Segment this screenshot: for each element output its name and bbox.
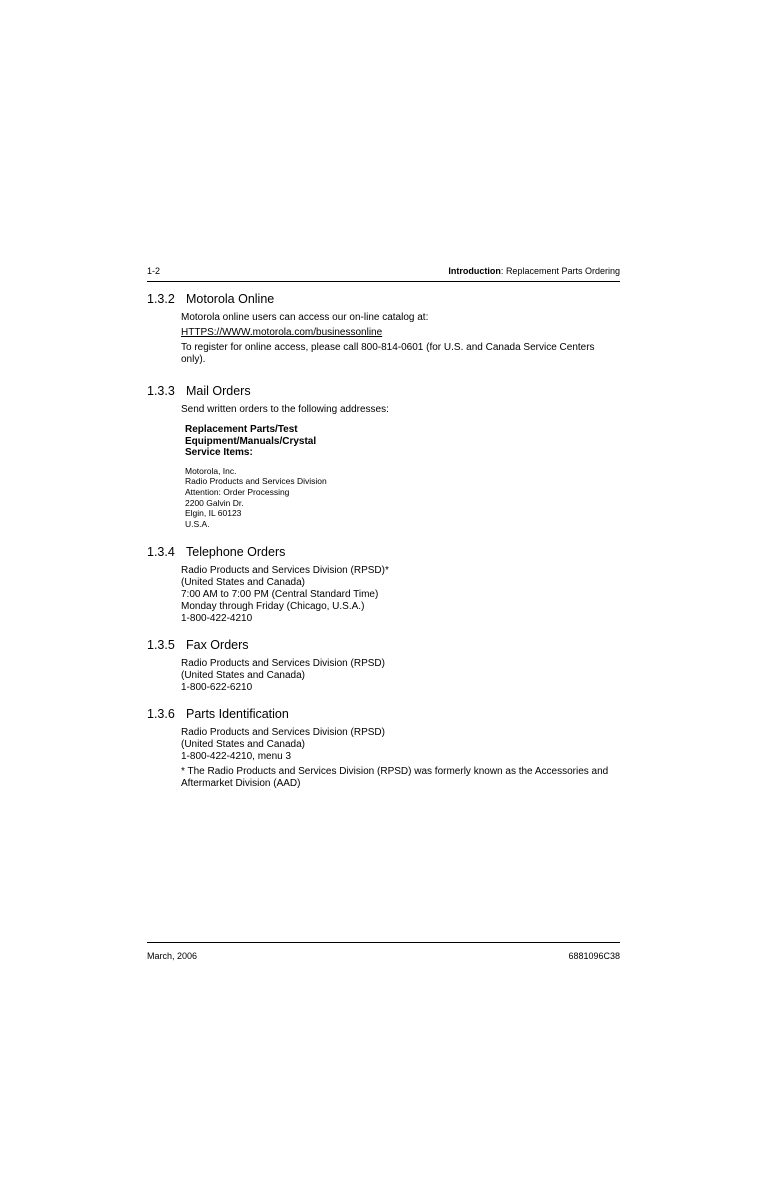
telephone-line: Radio Products and Services Division (RPSD)* — [181, 564, 389, 576]
section-body — [181, 404, 620, 530]
parts-line: Radio Products and Services Division (RPSD) — [181, 726, 385, 738]
address-line: Motorola, Inc. — [185, 465, 237, 476]
page-content — [147, 291, 620, 793]
section-body — [181, 658, 620, 694]
spacer — [147, 530, 620, 544]
section-title: Motorola Online — [186, 292, 275, 306]
section-title: Telephone Orders — [186, 544, 286, 559]
address-line: U.S.A. — [185, 519, 210, 530]
parts-line: (United States and Canada) — [181, 738, 305, 750]
address-line: Elgin, IL 60123 — [185, 508, 242, 519]
footer-rule — [147, 942, 620, 943]
section-number: 1.3.2 — [147, 292, 175, 306]
address-heading-line: Service Items: — [185, 447, 253, 458]
header-rule — [147, 281, 620, 282]
section-body — [181, 565, 620, 625]
online-intro: Motorola online users can access our on-line catalog at: — [181, 312, 429, 323]
section-mail-orders — [147, 383, 620, 530]
section-number: 1.3.5 — [147, 637, 175, 652]
section-heading — [147, 383, 620, 399]
telephone-line: (United States and Canada) — [181, 576, 305, 588]
section-fax-orders — [147, 637, 620, 694]
section-title: Replacement Parts Ordering — [505, 266, 620, 276]
section-number: 1.3.6 — [147, 706, 175, 721]
fax-line: Radio Products and Services Division (RPSD) — [181, 657, 385, 669]
section-body — [181, 312, 620, 366]
chapter-name: Introduction — [448, 266, 501, 276]
section-heading — [147, 544, 620, 560]
section-title: Mail Orders — [186, 384, 251, 398]
mailing-address — [185, 466, 620, 530]
address-line: Radio Products and Services Division — [185, 476, 327, 487]
footnote: * The Radio Products and Services Division (RPSD) was formerly known as the Accessories and Aftermarket Division (AAD) — [181, 765, 609, 789]
address-heading-line: Replacement Parts/Test — [185, 424, 298, 435]
section-title: Parts Identification — [186, 706, 289, 721]
footer-date: March, 2006 — [147, 951, 198, 961]
address-line: Attention: Order Processing — [185, 486, 290, 497]
address-line: 2200 Galvin Dr. — [185, 497, 244, 508]
online-register-text: To register for online access, please call 800-814-0601 (for U.S. and Canada Service Centers only). — [181, 342, 595, 365]
section-heading — [147, 706, 620, 722]
mail-intro: Send written orders to the following addresses: — [181, 404, 389, 415]
spacer — [147, 369, 620, 383]
fax-line: (United States and Canada) — [181, 669, 305, 681]
running-title — [448, 265, 620, 277]
section-parts-identification — [147, 706, 620, 790]
section-number: 1.3.4 — [147, 544, 175, 559]
online-catalog-link[interactable]: HTTPS://WWW.motorola.com/businessonline — [181, 327, 383, 338]
section-body — [181, 727, 620, 790]
page-number: 1-2 — [147, 266, 161, 276]
telephone-line: Monday through Friday (Chicago, U.S.A.) — [181, 600, 365, 612]
address-heading-line: Equipment/Manuals/Crystal — [185, 435, 317, 447]
title-separator: : — [500, 266, 506, 276]
fax-number: 1-800-622-6210 — [181, 681, 253, 693]
section-telephone-orders — [147, 544, 620, 625]
section-heading — [147, 291, 620, 307]
spacer — [147, 625, 620, 637]
telephone-line: 7:00 AM to 7:00 PM (Central Standard Time) — [181, 588, 379, 600]
section-motorola-online — [147, 291, 620, 366]
page-header — [147, 265, 620, 281]
address-heading — [185, 424, 335, 459]
section-heading — [147, 637, 620, 653]
footer-doc-number: 6881096C38 — [568, 951, 620, 961]
section-title: Fax Orders — [186, 637, 249, 652]
parts-number: 1-800-422-4210, menu 3 — [181, 750, 292, 762]
spacer — [147, 694, 620, 706]
telephone-number: 1-800-422-4210 — [181, 612, 253, 624]
section-number: 1.3.3 — [147, 384, 175, 398]
